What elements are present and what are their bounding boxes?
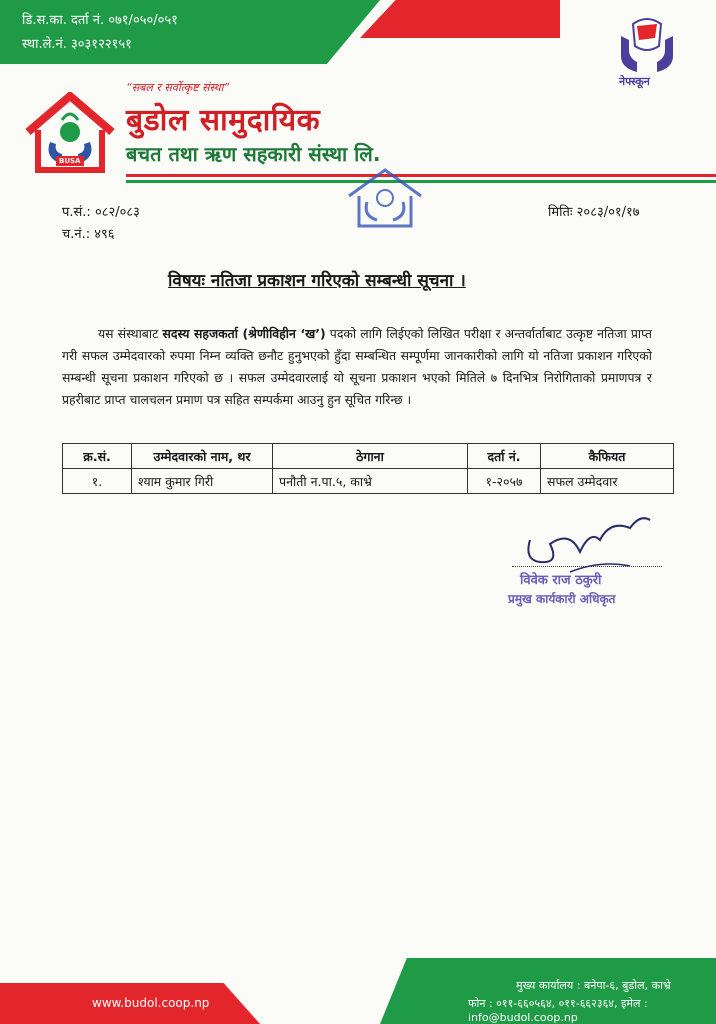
contact-info: फोन : ०११-६६०५६४, ०११-६६२३६४, इमेल : info@budol.coop.np <box>468 997 648 1024</box>
organization-subtitle: बचत तथा ऋण सहकारी संस्था लि. <box>126 142 381 166</box>
cell-remarks: सफल उम्मेदवार <box>541 469 674 494</box>
signatory-name: विवेक राज ठकुरी <box>520 573 602 588</box>
registration-number: डि.स.का. दर्ता नं. ०७१/०५०/०५१ <box>22 13 178 28</box>
reference-cn: च.नं.: ४९६ <box>62 227 115 242</box>
cell-registration: १-२०५७ <box>468 469 541 494</box>
signatory-title: प्रमुख कार्यकारी अधिकृत <box>508 592 616 606</box>
header-address: ठेगाना <box>273 444 468 469</box>
table-row <box>63 469 674 494</box>
logo-text: BUSA <box>59 157 81 165</box>
body-text: पदको लागि लिईएको लिखित परीक्षा र अन्तर्वार्ताबाट उत्कृष्ट नतिजा प्राप्त गरी सफल उम्मेदवारको रुपमा निम्न व्यक्ति छनौट हुनुभएको हुँदा सम्बन्धित सम्पूर्णमा जानकारीको लागि यो नतिजा प्रकाशन गरिएको सम्बन्धी सूचना प्रकाशन गरिएको छ । सफल उम्मेदवारलाई यो सूचना प्रकाशन भएको मितिले ७ दिनभित्र निरोगिताको प्रमाणपत्र र प्रहरीबाट प्राप्त चालचलन प्रमाण पत्र सहित सम्पर्कमा आउनु हुन सूचित गरिन्छ । <box>62 326 652 407</box>
notice-subject: विषयः नतिजा प्रकाशन गरिएको सम्बन्धी सूचना । <box>168 271 466 291</box>
stamp-icon <box>345 166 425 234</box>
nefscun-label: नेफ्स्कून <box>619 75 650 88</box>
signature-line <box>512 566 662 567</box>
header-registration: दर्ता नं. <box>468 444 541 469</box>
header-serial: क्र.सं. <box>63 444 132 469</box>
website-link[interactable]: www.budol.coop.np <box>92 996 210 1010</box>
body-position: सदस्य सहजकर्ता (श्रेणीविहीन ‘ख’) <box>162 326 326 341</box>
notice-body <box>62 323 652 411</box>
cell-candidate-name: श्याम कुमार गिरी <box>132 469 273 494</box>
reference-ps: प.सं.: ०८२/०८३ <box>62 205 140 220</box>
nefscun-logo <box>607 6 687 92</box>
official-stamp <box>345 166 425 234</box>
table-header-row <box>63 444 674 469</box>
pan-number: स्था.ले.नं. ३०३१२२१५१ <box>22 37 132 52</box>
notice-date: मितिः २०८३/०१/१७ <box>548 205 640 220</box>
organization-name: बुडोल सामुदायिक <box>126 103 321 138</box>
body-intro: यस संस्थाबाट <box>98 326 163 341</box>
tagline: “सबल र सर्वोत्कृष्ट संस्था” <box>126 81 230 94</box>
cell-address: पनौती न.पा.५, काभ्रे <box>273 469 468 494</box>
organization-logo <box>22 92 118 176</box>
cell-serial: १. <box>63 469 132 494</box>
office-address: मुख्य कार्यालय : बनेपा-६, बुडोल, काभ्रे <box>516 979 671 992</box>
header-candidate-name: उम्मेदवारको नाम, थर <box>132 444 273 469</box>
results-table <box>62 443 674 494</box>
header-remarks: कैफियत <box>541 444 674 469</box>
